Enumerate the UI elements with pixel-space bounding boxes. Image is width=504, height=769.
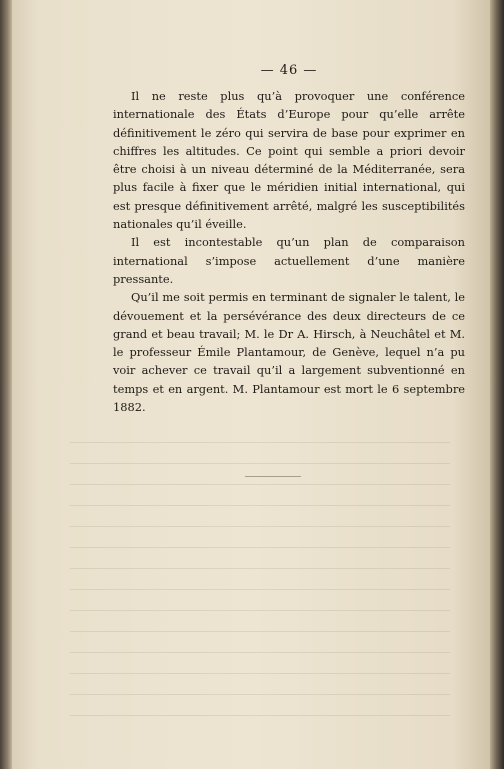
- show-through-rule: [245, 476, 301, 477]
- show-through-text: [70, 430, 450, 730]
- page-content: [113, 62, 465, 416]
- paragraph-plan: Il est incontestable qu’un plan de comparaison international s’impose actuellement d’une manière pressante.: [113, 235, 465, 286]
- paragraph-conference: Il ne reste plus qu’à provoquer une conférence internationale des États d’Europe pour qu’elle arrête définitivement le zéro qui servira de base pour exprimer en chiffres les altitudes. Ce point qui semble a priori devoir être choisi à un niveau déterminé de la Méditerranée, sera plus facile à fixer que le méridien initial international, qui est presque définitivement arrêté, malgré les susceptibilités nationales qu’il éveille.: [113, 89, 465, 232]
- page-number: — 46 —: [260, 63, 318, 78]
- paragraph-acknowledgement: Qu’il me soit permis en terminant de signaler le talent, le dévouement et la persévérance des deux directeurs de ce grand et beau travail; M. le Dr A. Hirsch, à Neuchâtel et M. le professeur Émile Plantamour, de Genève, lequel n’a pu voir achever ce travail qu’il a largement subventionné en temps et en argent. M. Plantamour est mort le 6 septembre 1882.: [113, 290, 465, 415]
- page-edge-shadow: [490, 0, 504, 769]
- binding-shadow: [0, 0, 12, 769]
- book-page: [10, 0, 492, 769]
